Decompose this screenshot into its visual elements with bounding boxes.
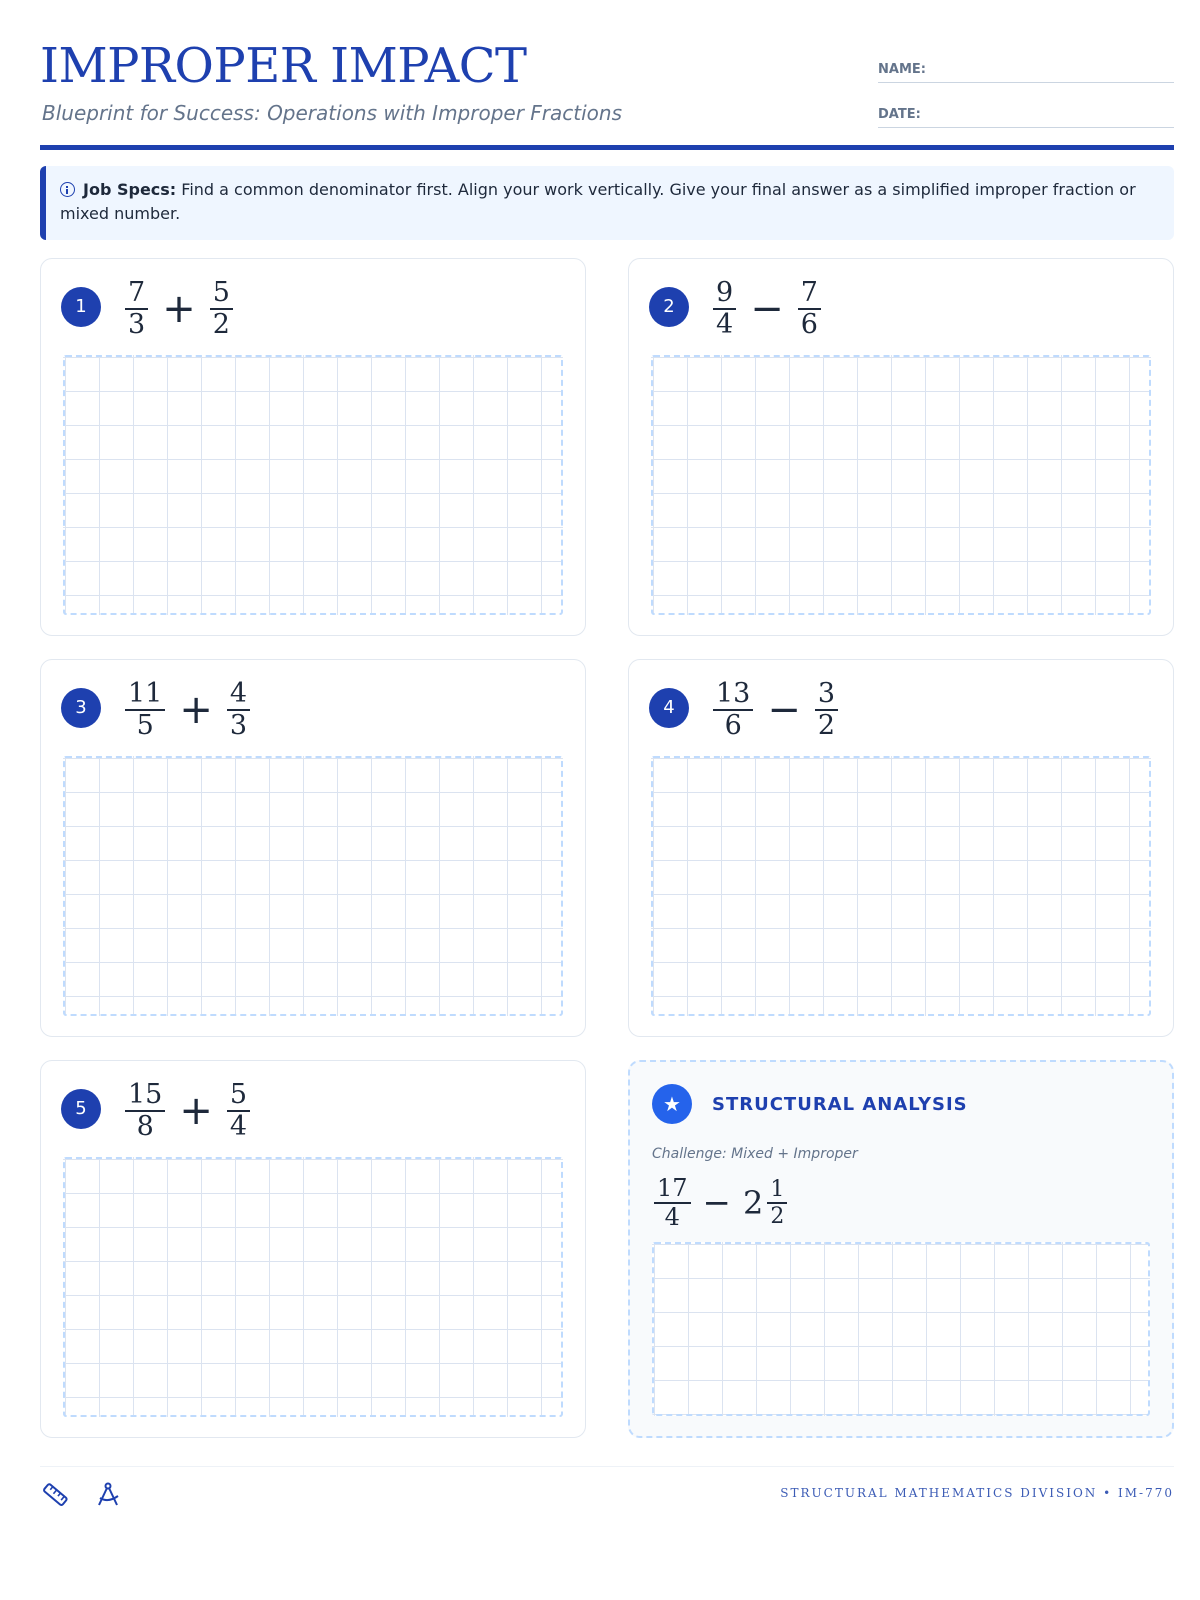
fraction: [815, 679, 838, 741]
numerator: 7: [798, 278, 821, 310]
problem-expression: [713, 678, 838, 742]
info-icon: [60, 182, 75, 197]
fraction: [798, 278, 821, 340]
page-title: IMPROPER IMPACT: [40, 38, 527, 94]
operator: +: [179, 687, 213, 733]
problem-card-3: [40, 659, 586, 1037]
denominator: 4: [664, 1203, 680, 1231]
numerator: 11: [125, 679, 165, 711]
work-grid[interactable]: [63, 1157, 563, 1417]
fraction: [125, 1080, 165, 1142]
fraction: [713, 278, 736, 340]
denominator: 8: [136, 1111, 154, 1142]
problem-number-badge: 3: [61, 688, 101, 728]
denominator: 4: [229, 1111, 248, 1142]
problem-expression: [713, 277, 821, 341]
numerator: 17: [654, 1175, 691, 1204]
challenge-card: [628, 1060, 1174, 1438]
operator: +: [162, 286, 196, 332]
problem-expression: [125, 277, 233, 341]
job-specs-instructions: Find a common denominator first. Align your work vertically. Give your final answer as a simplified improper fraction or mixed number.: [60, 180, 1136, 223]
fraction: [654, 1175, 691, 1231]
operator: +: [179, 1088, 213, 1134]
fraction: [125, 278, 148, 340]
star-icon: ★: [652, 1084, 692, 1124]
work-grid[interactable]: [63, 355, 563, 615]
problem-card-5: [40, 1060, 586, 1438]
footer-divider: [40, 1466, 1174, 1467]
denominator: 3: [128, 309, 146, 340]
footer-division-code: STRUCTURAL MATHEMATICS DIVISION • IM-770: [780, 1486, 1174, 1500]
denominator: 3: [229, 710, 248, 741]
denominator: 6: [724, 710, 742, 741]
date-label: DATE:: [878, 107, 921, 122]
numerator: 5: [227, 1080, 250, 1112]
compass-icon: [94, 1480, 124, 1510]
denominator: 2: [770, 1204, 785, 1229]
fraction: [125, 679, 165, 741]
denominator: 2: [212, 309, 230, 340]
ruler-icon: [40, 1480, 70, 1510]
problem-expression: [125, 1079, 250, 1143]
challenge-title: STRUCTURAL ANALYSIS: [712, 1094, 968, 1115]
numerator: 13: [713, 679, 753, 711]
denominator: 2: [817, 710, 836, 741]
denominator: 4: [716, 309, 734, 340]
job-specs-label: Job Specs:: [83, 180, 177, 199]
header-divider: [40, 145, 1174, 150]
numerator: 15: [125, 1080, 165, 1112]
page-subtitle: Blueprint for Success: Operations with Improper Fractions: [42, 101, 622, 125]
operator: −: [750, 286, 784, 332]
challenge-subtitle: Challenge: Mixed + Improper: [652, 1146, 858, 1162]
work-grid[interactable]: [651, 355, 1151, 615]
fraction: [227, 679, 250, 741]
fraction: [210, 278, 233, 340]
work-grid[interactable]: [63, 756, 563, 1016]
date-field[interactable]: [878, 101, 1174, 128]
denominator: 6: [800, 309, 818, 340]
numerator: 3: [815, 679, 838, 711]
problem-number-badge: 1: [61, 287, 101, 327]
mixed-whole: 2: [743, 1184, 764, 1222]
problem-card-1: [40, 258, 586, 636]
numerator: 5: [210, 278, 233, 310]
operator: −: [702, 1183, 732, 1223]
work-grid[interactable]: [651, 756, 1151, 1016]
job-specs-box: [40, 166, 1174, 240]
denominator: 5: [136, 710, 154, 741]
work-grid[interactable]: [652, 1242, 1150, 1416]
fraction: [227, 1080, 250, 1142]
name-field[interactable]: [878, 56, 1174, 83]
problem-card-2: [628, 258, 1174, 636]
challenge-expression: [654, 1172, 787, 1234]
job-specs-text: [60, 178, 1150, 226]
numerator: 7: [125, 278, 148, 310]
operator: −: [767, 687, 801, 733]
numerator: 9: [713, 278, 736, 310]
fraction: [767, 1177, 787, 1229]
name-label: NAME:: [878, 62, 926, 77]
problem-number-badge: 5: [61, 1089, 101, 1129]
fraction: [713, 679, 753, 741]
numerator: 4: [227, 679, 250, 711]
numerator: 1: [767, 1177, 787, 1204]
problem-expression: [125, 678, 250, 742]
problem-number-badge: 2: [649, 287, 689, 327]
problem-card-4: [628, 659, 1174, 1037]
problem-number-badge: 4: [649, 688, 689, 728]
